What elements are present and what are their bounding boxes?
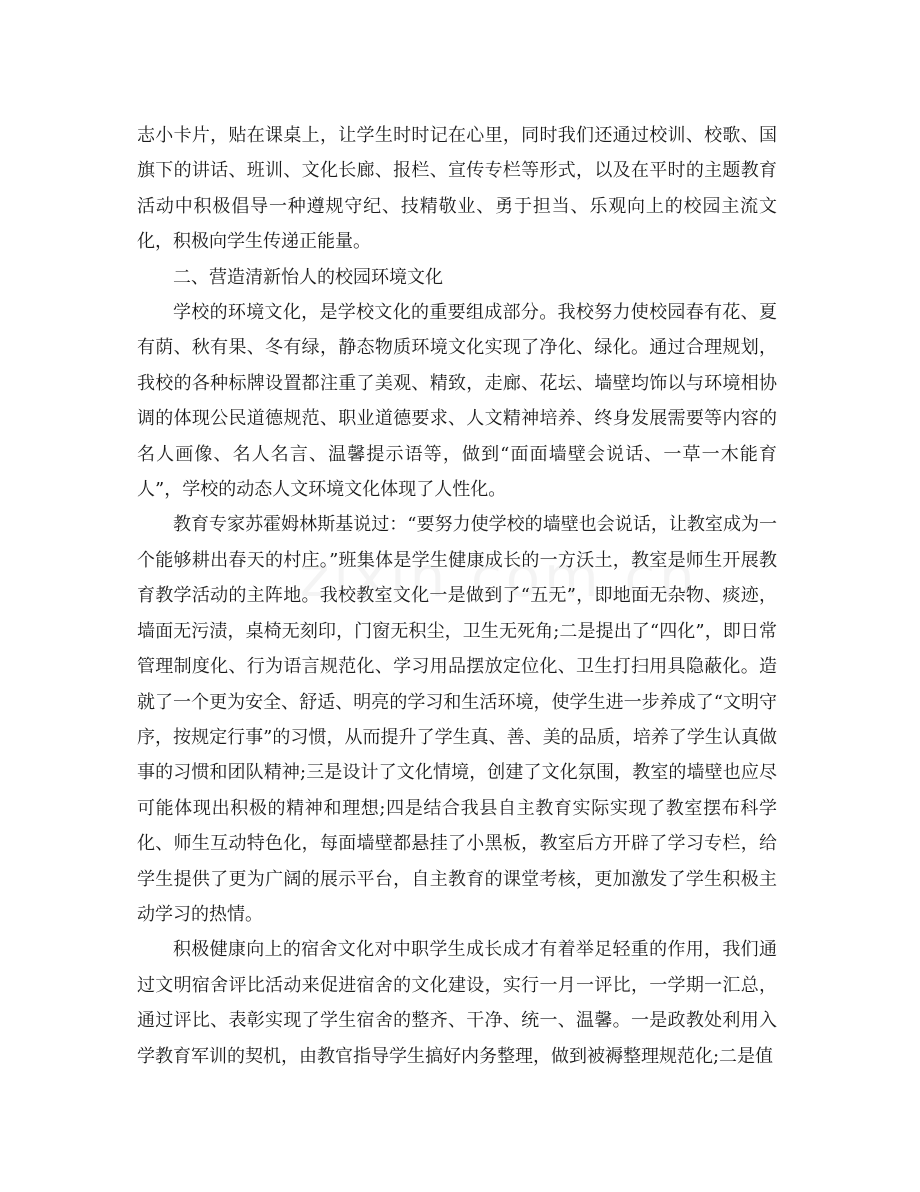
document-body xyxy=(137,118,777,1074)
paragraph-dormitory: 积极健康向上的宿舍文化对中职学生成长成才有着举足轻重的作用，我们通过文明宿舍评比活动来促进宿舍的文化建设，实行一月一评比，一学期一汇总，通过评比、表彰实现了学生宿舍的整齐、干净、统一、温馨。一是政教处利用入学教育军训的契机，由教官指导学生搞好内务整理，做到被褥整理规范化;二是值 xyxy=(137,939,777,1067)
paragraph-1: 志小卡片，贴在课桌上，让学生时时记在心里，同时我们还通过校训、校歌、国旗下的讲话、班训、文化长廊、报栏、宣传专栏等形式，以及在平时的主题教育活动中积极倡导一种遵规守纪、技精敬业、勇于担当、乐观向上的校园主流文化，积极向学生传递正能量。 xyxy=(137,125,777,253)
paragraph-classroom: 教育专家苏霍姆林斯基说过：“要努力使学校的墙壁也会说话，让教室成为一个能够耕出春天的村庄。”班集体是学生健康成长的一方沃土，教室是师生开展教育教学活动的主阵地。我校教室文化一是做到了“五无”，即地面无杂物、痰迹，墙面无污渍，桌椅无刻印，门窗无积尘，卫生无死角;二是提出了“四化”，即日常管理制度化、行为语言规范化、学习用品摆放定位化、卫生打扫用具隐蔽化。造就了一个更为安全、舒适、明亮的学习和生活环境，使学生进一步养成了“文明守序，按规定行事”的习惯，从而提升了学生真、善、美的品质，培养了学生认真做事的习惯和团队精神;三是设计了文化情境，创建了文化氛围，教室的墙壁也应尽可能体现出积极的精神和理想;四是结合我县自主教育实际实现了教室摆布科学化、师生互动特色化，每面墙壁都悬挂了小黑板，教室后方开辟了学习专栏，给学生提供了更为广阔的展示平台，自主教育的课堂考核，更加激发了学生积极主动学习的热情。 xyxy=(137,514,777,925)
paragraph-environment: 学校的环境文化，是学校文化的重要组成部分。我校努力使校园春有花、夏有荫、秋有果、冬有绿，静态物质环境文化实现了净化、绿化。通过合理规划，我校的各种标牌设置都注重了美观、精致，走廊、花坛、墙壁均饰以与环境相协调的体现公民道德规范、职业道德要求、人文精神培养、终身发展需要等内容的名人画像、名人名言、温馨提示语等，做到“面面墙壁会说话、一草一木能育人”，学校的动态人文环境文化体现了人性化。 xyxy=(137,302,777,501)
section-heading: 二、营造清新怡人的校园环境文化 xyxy=(173,266,443,288)
